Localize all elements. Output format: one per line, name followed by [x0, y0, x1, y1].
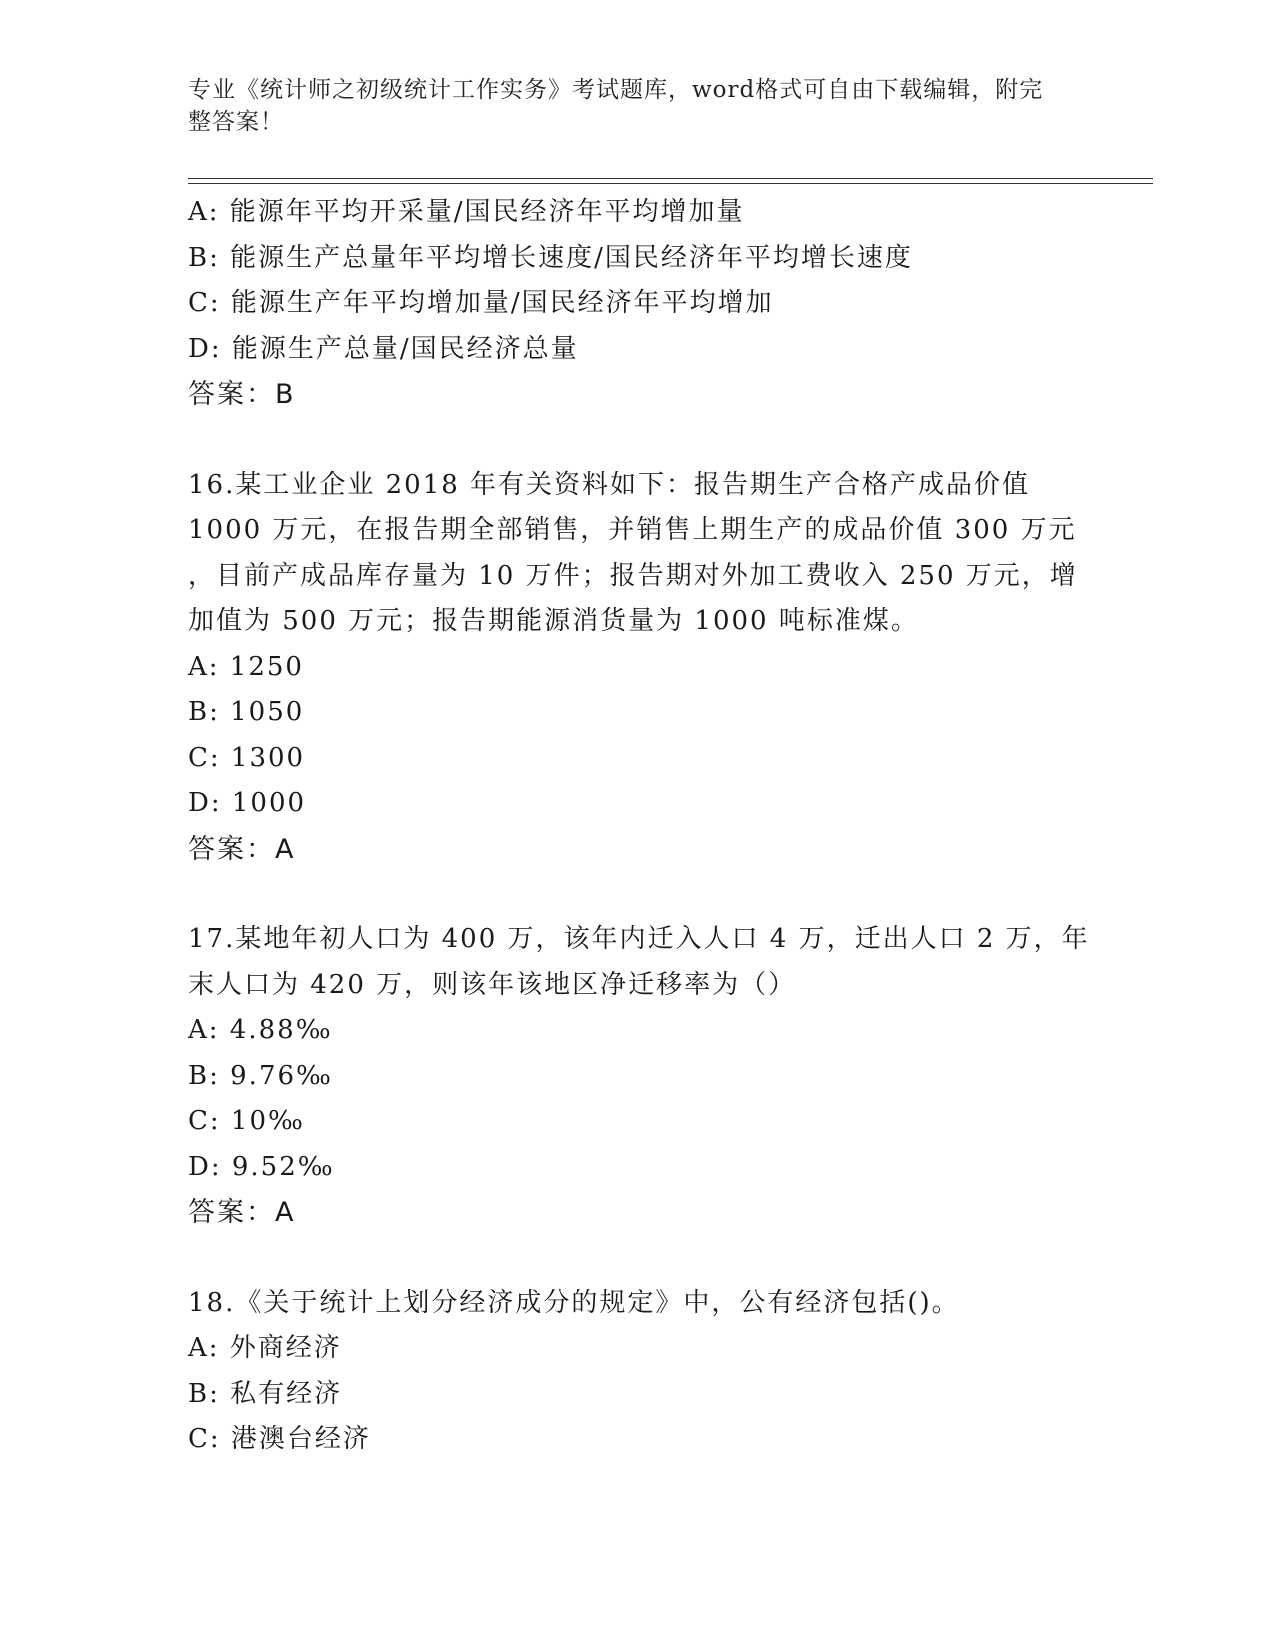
option-c: C: 港澳台经济 — [188, 1424, 371, 1454]
option-b: B: 9.76‰ — [188, 1060, 333, 1091]
header-rule-top — [188, 178, 1153, 179]
question-text-line: 18.《关于统计上划分经济成分的规定》中，公有经济包括()。 — [188, 1287, 960, 1318]
question-16 — [188, 463, 1088, 873]
option-a: A: 能源年平均开采量/国民经济年平均增加量 — [188, 197, 745, 227]
question-text-line: 末人口为 420 万，则该年该地区净迁移率为（） — [188, 969, 797, 1000]
question-text-line: 17.某地年初人口为 400 万，该年内迁入人口 4 万，迁出人口 2 万，年 — [188, 924, 1090, 954]
question-15 — [188, 190, 1088, 418]
answer-line: 答案：A — [188, 833, 296, 865]
question-17 — [188, 917, 1088, 1236]
question-18 — [188, 1281, 1088, 1463]
question-text-line: 1000 万元，在报告期全部销售，并销售上期生产的成品价值 300 万元 — [188, 515, 1077, 545]
question-text-line: 16.某工业企业 2018 年有关资料如下：报告期生产合格产成品价值 — [188, 469, 1031, 500]
option-a: A: 1250 — [188, 651, 304, 682]
spacer — [188, 872, 1088, 917]
question-list — [188, 190, 1088, 1463]
answer-line: 答案：B — [188, 379, 296, 410]
option-b: B: 能源生产总量年平均增长速度/国民经济年平均增长速度 — [188, 242, 913, 273]
answer-line: 答案：A — [188, 1197, 296, 1228]
spacer — [188, 1236, 1088, 1281]
option-b: B: 1050 — [188, 697, 305, 727]
option-a: A: 4.88‰ — [188, 1015, 333, 1045]
option-c: C: 1300 — [188, 742, 306, 773]
question-text-line: 加值为 500 万元；报告期能源消货量为 1000 吨标准煤。 — [188, 606, 919, 636]
option-c: C: 10‰ — [188, 1106, 305, 1136]
question-text-line: ，目前产成品库存量为 10 万件；报告期对外加工费收入 250 万元，增 — [188, 560, 1078, 591]
option-a: A: 外商经济 — [188, 1333, 342, 1363]
option-d: D: 9.52‰ — [188, 1151, 335, 1182]
header-line-1: 专业《统计师之初级统计工作实务》考试题库，word格式可自由下载编辑，附完 — [188, 77, 1044, 103]
spacer — [188, 418, 1088, 463]
header-rule-bottom — [188, 183, 1153, 184]
option-d: D: 能源生产总量/国民经济总量 — [188, 333, 579, 364]
document-header — [188, 74, 1068, 138]
header-line-2: 整答案！ — [188, 109, 284, 135]
option-b: B: 私有经济 — [188, 1378, 343, 1409]
option-d: D: 1000 — [188, 788, 307, 818]
option-c: C: 能源生产年平均增加量/国民经济年平均增加 — [188, 288, 774, 318]
